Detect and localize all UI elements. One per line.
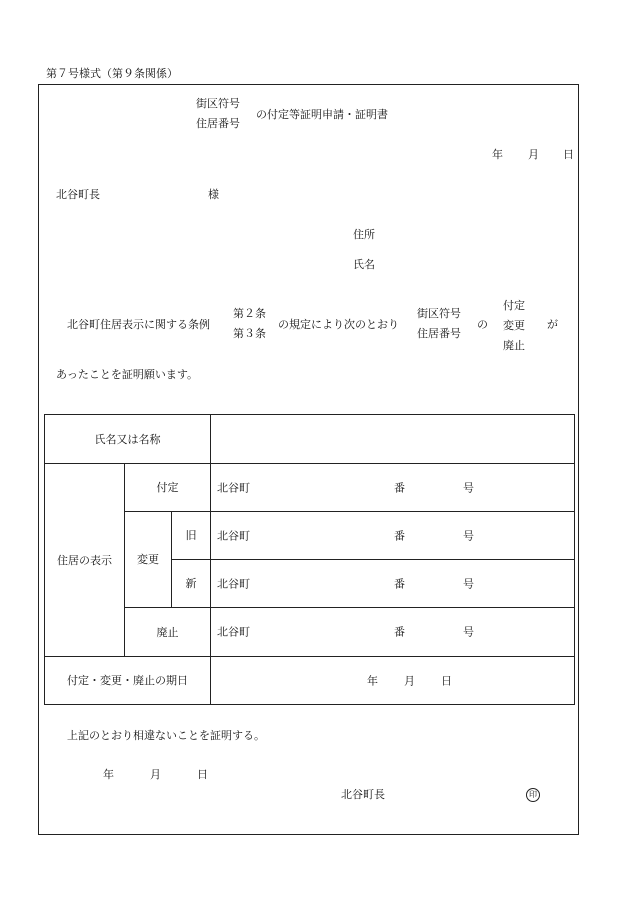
effective-date-label-cell <box>45 657 211 705</box>
assign-town: 北谷町 <box>217 481 251 494</box>
statement-particle-ga: が <box>547 318 558 331</box>
assign-label-cell <box>125 464 211 512</box>
statement-ordinance: 北谷町住居表示に関する条例 <box>67 318 210 331</box>
old-label: 旧 <box>185 529 197 542</box>
form-title-codes <box>196 94 240 134</box>
name-label: 氏名又は名称 <box>94 432 161 446</box>
article-2: 第２条 <box>233 307 266 320</box>
statement-actions <box>503 296 525 356</box>
abolish-address-cell <box>211 608 575 657</box>
effective-date-month: 月 <box>404 674 416 687</box>
assign-go: 号 <box>463 481 475 494</box>
form-title: の付定等証明申請・証明書 <box>256 108 388 121</box>
name-value-cell <box>211 415 575 464</box>
form-number: 第７号様式（第９条関係） <box>46 67 178 80</box>
old-ban: 番 <box>394 529 406 542</box>
certificate-table <box>44 414 575 705</box>
statement-provision: の規定により次のとおり <box>278 318 399 331</box>
abolish-label-cell <box>125 608 211 657</box>
seal-mark <box>526 788 540 802</box>
certification-month: 月 <box>150 768 161 781</box>
certification-mayor: 北谷町長 <box>341 788 385 801</box>
statement-codes <box>417 304 461 344</box>
residence-label: 住居の表示 <box>57 553 112 567</box>
code-block: 街区符号 <box>417 307 461 320</box>
assign-address-cell <box>211 464 575 512</box>
action-abolish: 廃止 <box>503 339 525 352</box>
action-change: 変更 <box>503 319 525 332</box>
abolish-go: 号 <box>463 625 475 639</box>
change-label-cell <box>125 512 172 608</box>
effective-date-day: 日 <box>441 674 453 687</box>
seal-icon: 印 <box>526 788 540 802</box>
old-go: 号 <box>463 529 475 542</box>
action-assign: 付定 <box>503 299 525 312</box>
title-line-1: 街区符号 <box>196 97 240 110</box>
effective-date-label: 付定・変更・廃止の期日 <box>67 674 188 687</box>
assign-ban: 番 <box>394 481 406 494</box>
assign-label: 付定 <box>156 481 179 494</box>
abolish-label: 廃止 <box>156 625 179 639</box>
new-go: 号 <box>463 577 475 590</box>
statement-closing: あったことを証明願います。 <box>56 368 199 381</box>
old-town: 北谷町 <box>217 529 251 542</box>
addressee-honorific: 様 <box>208 188 219 201</box>
old-address-cell <box>211 512 575 560</box>
applicant-name-label: 氏名 <box>353 258 375 271</box>
statement-particle-no: の <box>477 318 488 331</box>
code-residence: 住居番号 <box>417 327 461 340</box>
old-label-cell <box>172 512 211 560</box>
new-town: 北谷町 <box>217 577 251 590</box>
top-date-year: 年 <box>492 148 503 161</box>
abolish-town: 北谷町 <box>217 625 251 639</box>
certification-day: 日 <box>197 768 208 781</box>
title-line-2: 住居番号 <box>196 117 240 130</box>
effective-date-cell <box>211 657 575 705</box>
name-label-cell <box>45 415 211 464</box>
residence-label-cell <box>45 464 125 657</box>
statement-articles <box>233 304 266 344</box>
abolish-ban: 番 <box>394 625 406 639</box>
top-date-month: 月 <box>528 148 539 161</box>
addressee-name: 北谷町長 <box>56 188 100 201</box>
effective-date-year: 年 <box>367 674 379 687</box>
new-label-cell <box>172 560 211 608</box>
change-label: 変更 <box>137 553 159 566</box>
article-3: 第３条 <box>233 327 266 340</box>
certification-text: 上記のとおり相違ないことを証明する。 <box>67 729 265 742</box>
new-label: 新 <box>185 577 197 590</box>
applicant-address-label: 住所 <box>353 228 375 241</box>
top-date-day: 日 <box>563 148 574 161</box>
certification-year: 年 <box>103 768 114 781</box>
new-address-cell <box>211 560 575 608</box>
new-ban: 番 <box>394 577 406 590</box>
